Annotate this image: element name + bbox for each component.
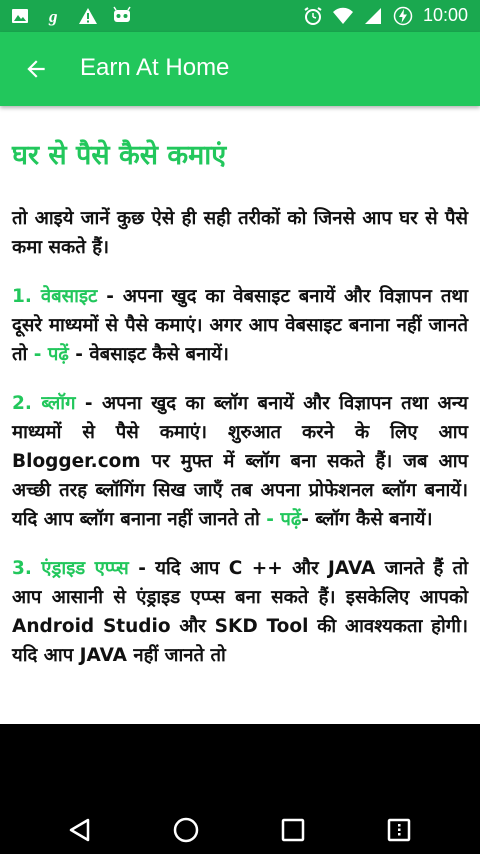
image-icon (10, 6, 30, 26)
read-link[interactable]: - पढ़ें (33, 344, 69, 365)
warning-icon (78, 6, 98, 26)
back-button[interactable] (18, 51, 54, 87)
nav-recents-button[interactable] (273, 810, 313, 850)
nav-menu-button[interactable] (379, 810, 419, 850)
article-intro: तो आइये जानें कुछ ऐसे ही सही तरीकों को जिनसे आप घर से पैसे कमा सकते हैं। (12, 208, 468, 258)
item-label[interactable]: 2. ब्लॉग (12, 393, 76, 414)
back-triangle-icon (67, 817, 93, 843)
home-circle-icon (172, 816, 200, 844)
app-bar (0, 32, 480, 106)
item-text: - अपना खुद का वेबसाइट बनायें और विज्ञापन तथा दूसरे माध्यमों से पैसे कमाएं। अगर आप वेबसाइट बनाना नहीं जानते तो (12, 286, 468, 365)
item-text: - यदि आप C ++ और JAVA जानते हैं तो आप आसानी से एंड्राइड एप्प्स बना सकते हैं। इसकेलिए आपको Android Studio और SKD Tool की आवश्यकता होगी। यदि आप JAVA नहीं जानते तो (12, 558, 469, 666)
list-item (12, 554, 468, 670)
list-item (12, 389, 468, 534)
navigation-bar (0, 724, 480, 854)
nav-back-button[interactable] (60, 810, 100, 850)
item-text: - अपना खुद का ब्लॉग बनायें और विज्ञापन तथा अन्य माध्यमों से पैसे कमाएं। शुरुआत करने के लिए आप Blogger.com पर मुफ्त में ब्लॉग बना सकते हैं। जब आप अच्छी तरह ब्लॉगिंग सिख जाएँ तब अपना प्रोफेशनल ब्लॉग बनायें। यदि आप ब्लॉग बनाना नहीं जानते तो (12, 393, 468, 530)
status-time: 10:00 (422, 5, 468, 25)
signal-icon (363, 6, 383, 26)
article-content[interactable] (0, 106, 480, 724)
alarm-icon (303, 6, 323, 26)
recents-square-icon (281, 818, 305, 842)
menu-icon (387, 818, 411, 842)
arrow-left-icon (23, 56, 49, 82)
wifi-icon (333, 6, 353, 26)
item-label[interactable]: 3. एंड्राइड एप्प्स (12, 558, 129, 579)
svg-text:g: g (49, 7, 58, 26)
battery-charging-icon (393, 6, 413, 26)
status-bar (0, 0, 480, 32)
item-label[interactable]: 1. वेबसाइट (12, 286, 98, 307)
list-item (12, 282, 468, 369)
article-heading: घर से पैसे कैसे कमाएं (12, 140, 227, 171)
item-text: - ब्लॉग कैसे बनायें। (301, 509, 433, 530)
nav-home-button[interactable] (166, 810, 206, 850)
item-text: - वेबसाइट कैसे बनायें। (68, 344, 229, 365)
read-link[interactable]: - पढ़ें (266, 509, 302, 530)
g-icon (44, 6, 64, 26)
android-icon (112, 6, 132, 26)
page-title: Earn At Home (80, 54, 230, 81)
